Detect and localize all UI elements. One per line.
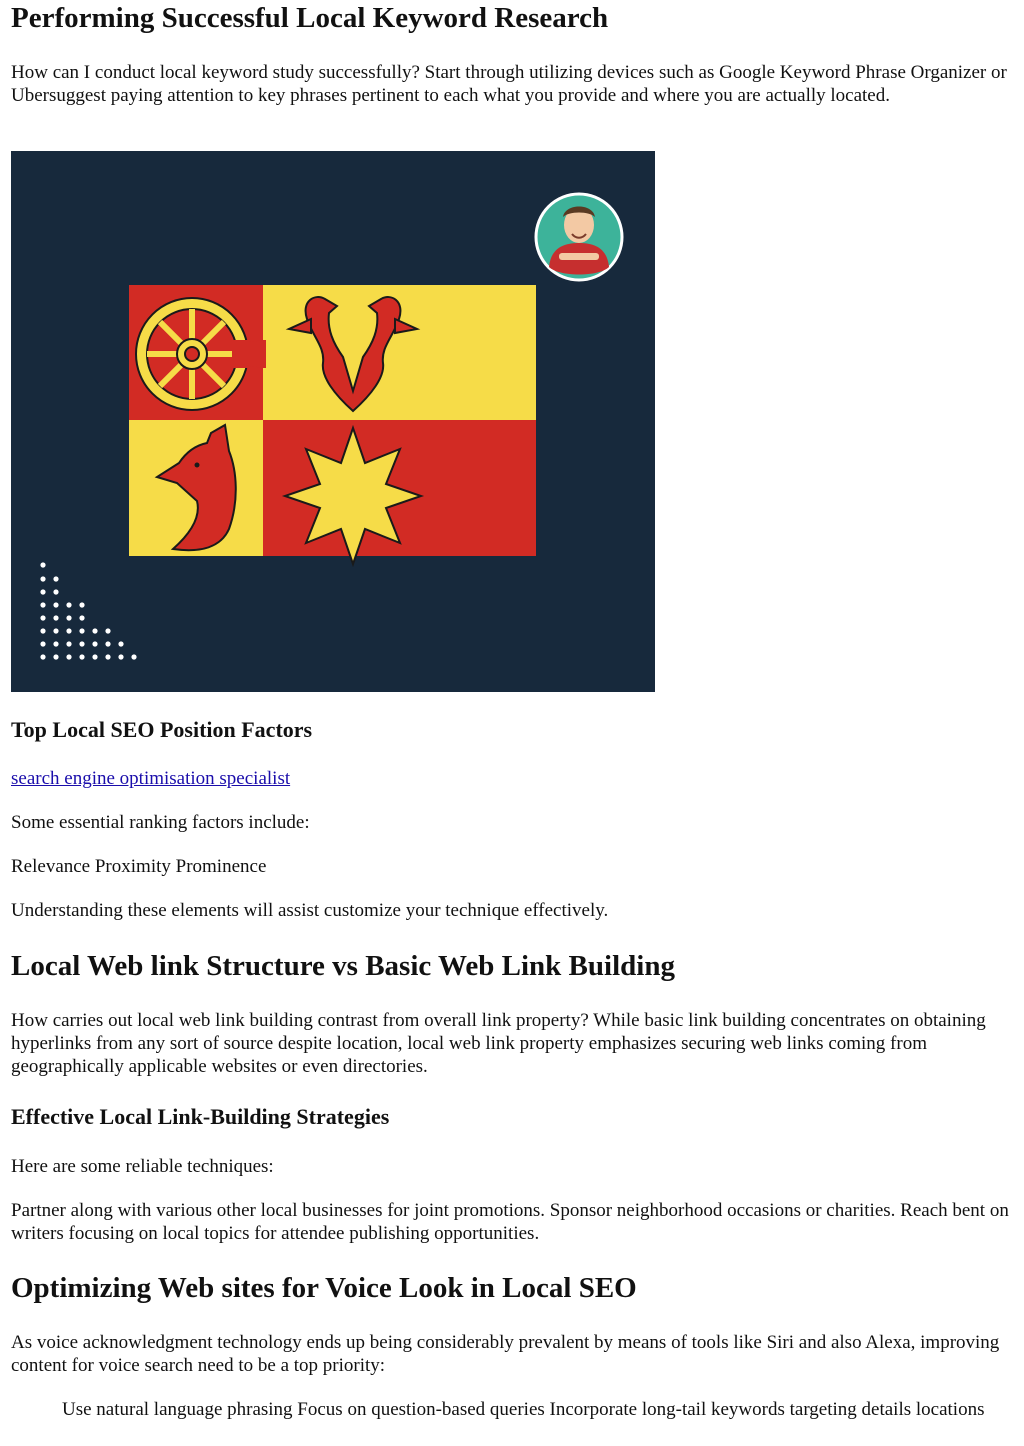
- paragraph-link-building: How carries out local web link building contrast from overall link property? While basic link building concentrates on obtaining hyperlinks from any sort of source despite location, local web link property emphasizes securing web links coming from geographically applicable websites or even directories.: [11, 1010, 986, 1077]
- list-item-voice-tips: Use natural language phrasing Focus on question-based queries Incorporate long-tail keywords targeting details locations: [62, 1399, 985, 1420]
- paragraph-factors-outro: Understanding these elements will assist customize your technique effectively.: [11, 900, 609, 921]
- flag-illustration-svg: [11, 151, 655, 692]
- paragraph-voice-search: As voice acknowledgment technology ends up being considerably prevalent by means of tools like Siri and also Alexa, improving content for voice search need to be a top priority:: [11, 1332, 1000, 1376]
- paragraph-strategies-intro: Here are some reliable techniques:: [11, 1156, 274, 1177]
- author-avatar-icon: [536, 194, 622, 280]
- paragraph-factors-list: Relevance Proximity Prominence: [11, 856, 267, 877]
- paragraph-strategies-list: Partner along with various other local businesses for joint promotions. Sponsor neighborhood occasions or charities. Reach bent on writers focusing on local topics for attendee publishing opportunities.: [11, 1200, 1009, 1244]
- heading-link-building: Local Web link Structure vs Basic Web Link Building: [11, 950, 675, 982]
- paragraph-keyword-research: How can I conduct local keyword study successfully? Start through utilizing devices such as Google Keyword Phrase Organizer or Ubersuggest paying attention to key phrases pertinent to each what you provide and where you are actually located.: [11, 62, 1007, 106]
- heading-keyword-research: Performing Successful Local Keyword Research: [11, 2, 609, 34]
- heading-link-strategies: Effective Local Link-Building Strategies: [11, 1104, 390, 1129]
- link-seo-specialist[interactable]: search engine optimisation specialist: [11, 768, 291, 789]
- eight-point-star-icon: [285, 428, 421, 564]
- heading-ranking-factors: Top Local SEO Position Factors: [11, 717, 313, 742]
- flag-illustration: [11, 151, 655, 692]
- heading-voice-search: Optimizing Web sites for Voice Look in Local SEO: [11, 1272, 637, 1304]
- paragraph-factors-intro: Some essential ranking factors include:: [11, 812, 310, 833]
- dot-triangle-decoration: [40, 562, 136, 659]
